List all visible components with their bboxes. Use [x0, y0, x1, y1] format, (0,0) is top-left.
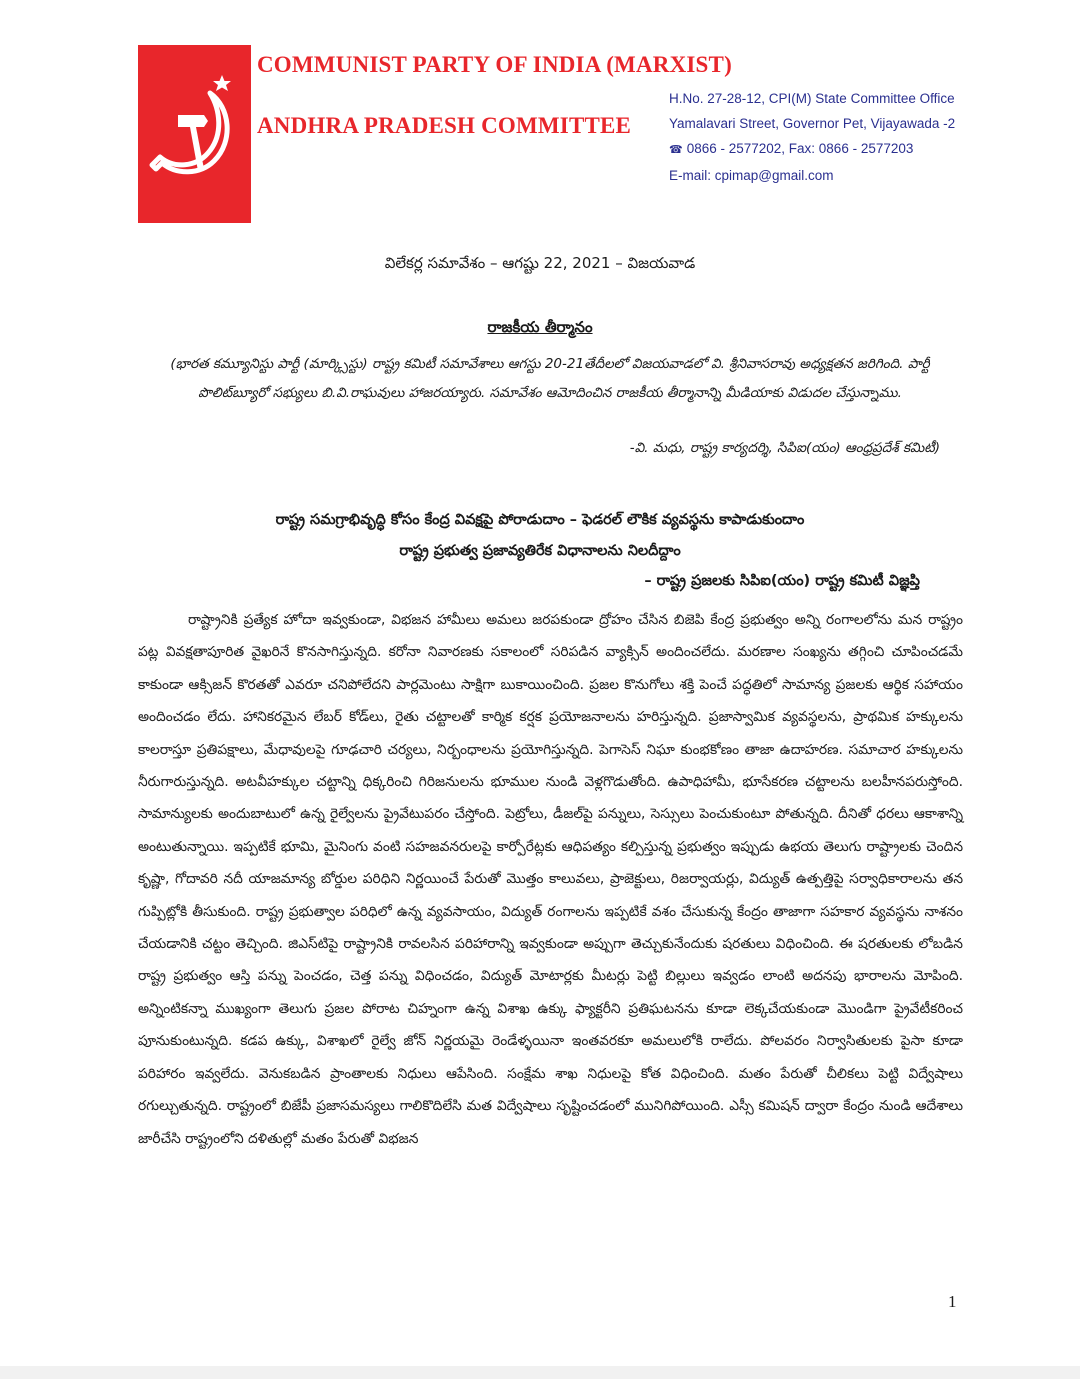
email-line: E-mail: cpimap@gmail.com: [669, 168, 834, 183]
meeting-line: విలేకర్ల సమావేశం – ఆగష్టు 22, 2021 – విజయవాడ: [384, 254, 696, 272]
telephone-icon: ☎: [669, 144, 683, 156]
phone-line: [669, 136, 969, 163]
page-number: 1: [948, 1292, 957, 1311]
body-paragraph: రాష్ట్రానికి ప్రత్యేక హోదా ఇవ్వకుండా, విభజన హామీలు అమలు జరపకుండా ద్రోహం చేసిన బిజెపి కేంద్ర ప్రభుత్వం అన్ని రంగాలలోను మన రాష్ట్రం పట్ల వివక్షతాపూరిత వైఖరినే కొనసాగిస్తున్నది. కరోనా నివారణకు సకాలంలో సరిపడిన వ్యాక్సిన్ అందించలేదు. మరణాల సంఖ్యను తగ్గించి చూపించడమే కాకుండా ఆక్సిజన్ కొరతతో ఎవరూ చనిపోలేదని పార్లమెంటు సాక్షిగా బుకాయించింది. ప్రజల కొనుగోలు శక్తి పెంచే పద్ధతిలో సామాన్య ప్రజలకు ఆర్థిక సహాయం అందించడం లేదు. హానికరమైన లేబర్ కోడ్‌లు, రైతు చట్టాలతో కార్మిక కర్షక ప్రయోజనాలను హరిస్తున్నది. ప్రజాస్వామిక వ్యవస్థలను, ప్రాథమిక హక్కులను కాలరాస్తూ ప్రతిపక్షాలు, మేధావులపై గూఢచారి చర్యలు, నిర్బంధాలను ప్రయోగిస్తున్నది. పెగాసెస్ నిఘా కుంభకోణం తాజా ఉదాహరణ. సమాచార హక్కులను నీరుగారుస్తున్నది. అటవీహక్కుల చట్టాన్ని ధిక్కరించి గిరిజనులను భూముల నుండి వెళ్లగొడుతోంది. ఉపాధిహామీ, భూసేకరణ చట్టాలను బలహీనపరుస్తోంది. సామాన్యులకు అందుబాటులో ఉన్న రైల్వేలను ప్రైవేటుపరం చేస్తోంది. పెట్రోలు, డీజల్‌పై పన్నులు, సెస్సులు పెంచుకుంటూ పోతున్నది. దీనితో ధరలు ఆకాశాన్ని అంటుతున్నాయి. ఇప్పటికే భూమి, మైనింగు వంటి సహజవనరులపై కార్పోరేట్లకు ఆధిపత్యం కల్పిస్తున్న ప్రభుత్వం ఇప్పుడు ఉభయ తెలుగు రాష్ట్రాలకు చెందిన కృష్ణా, గోదావరి నదీ యాజమాన్య బోర్డుల పరిధిని నిర్ణయించే పేరుతో మొత్తం కాలువలు, ప్రాజెక్టులు, రిజర్వాయర్లు, విద్యుత్ ఉత్పత్తిపై సర్వాధికారాలను తన గుప్పిట్లోకి తీసుకుంది. రాష్ట్ర ప్రభుత్వాల పరిధిలో ఉన్న వ్యవసాయం, విద్యుత్ రంగాలను ఇప్పటికే వశం చేసుకున్న కేంద్రం తాజాగా సహకార వ్యవస్థను నాశనం చేయడానికి చట్టం తెచ్చింది. జిఎస్‌టిపై రాష్ట్రానికి రావలసిన పరిహారాన్ని ఇవ్వకుండా అప్పుగా తెచ్చుకునేందుకు షరతులు విధించింది. ఈ షరతులకు లోబడిన రాష్ట్ర ప్రభుత్వం ఆస్తి పన్ను పెంచడం, చెత్త పన్ను విధించడం, విద్యుత్ మోటార్లకు మీటర్లు పెట్టి బిల్లులు ఇవ్వడం లాంటి అదనపు భారాలను మోపింది. అన్నింటికన్నా ముఖ్యంగా తెలుగు ప్రజల పోరాట చిహ్నంగా ఉన్న విశాఖ ఉక్కు ఫ్యాక్టరీని ప్రతిఘటనను కూడా లెక్కచేయకుండా మొండిగా ప్రైవేటీకరించ పూనుకుంటున్నది. కడప ఉక్కు, విశాఖలో రైల్వే జోన్ నిర్ణయమై రెండేళ్ళయినా ఇంతవరకూ అమలులోకి రాలేదు. పోలవరం నిర్వాసితులకు పైసా కూడా పరిహారం ఇవ్వలేదు. వెనుకబడిన ప్రాంతాలకు నిధులు ఆపేసింది. సంక్షేమ శాఖ నిధులపై కోత విధించింది. మతం పేరుతో చీలికలు పెట్టి విద్వేషాలు రగుల్చుతున్నది. రాష్ట్రంలో బిజేపీ ప్రజాసమస్యలు గాలికొదిలేసి మత విద్వేషాలు సృష్టించడంలో మునిగిపోయింది. ఎస్సీ కమిషన్ ద్వారా కేంద్రం నుండి ఆదేశాలు జారీచేసి రాష్ట్రంలోని దళితుల్లో మతం పేరుతో విభజన: [138, 612, 963, 1147]
resolution-title: రాజకీయ తీర్మానం: [487, 318, 593, 336]
headline-1: రాష్ట్ర సమగ్రాభివృద్ధి కోసం కేంద్ర వివక్షపై పోరాడుదాం – ఫెడరల్ లౌకిక వ్యవస్థను కాపాడుకుందాం: [275, 512, 805, 528]
hammer-and-sickle-icon: [138, 45, 251, 223]
phone-text: 0866 - 2577202, Fax: 0866 - 2577203: [686, 141, 914, 156]
address-line-1: H.No. 27-28-12, CPI(M) State Committee Office: [669, 91, 955, 106]
contact-block: [669, 86, 969, 188]
page-bottom-strip: [0, 1366, 1080, 1379]
signature-line: -వి. మధు, రాష్ట్ర కార్యదర్శి, సిపిఐ(యం) ఆంధ్రప్రదేశ్ కమిటీ): [629, 440, 940, 456]
org-name-line-2: ANDHRA PRADESH COMMITTEE: [257, 113, 632, 138]
intro-paragraph: (భారత కమ్యూనిస్టు పార్టీ (మార్క్సిస్టు) రాష్ట్ర కమిటీ సమావేశాలు ఆగస్టు 20-21తేదీలలో విజయవాడలో వి. శ్రీనివాసరావు అధ్యక్షతన జరిగింది. పార్టీ పొలిట్‌బ్యూరో సభ్యులు బి.వి.రాఘవులు హాజరయ్యారు. సమావేశం ఆమోదించిన రాజకీయ తీర్మానాన్ని మీడియాకు విడుదల చేస్తున్నాము.: [170, 356, 930, 401]
address-line-2: Yamalavari Street, Governor Pet, Vijayawada -2: [669, 116, 956, 131]
org-name-line-1: COMMUNIST PARTY OF INDIA (MARXIST): [257, 52, 732, 77]
party-logo: [138, 45, 251, 223]
appeal-line: – రాష్ట్ర ప్రజలకు సిపిఐ(యం) రాష్ట్ర కమిటీ విజ్ఞప్తి: [644, 573, 920, 589]
headline-2: రాష్ట్ర ప్రభుత్వ ప్రజావ్యతిరేక విధానాలను నిలదీద్దాం: [399, 543, 681, 559]
